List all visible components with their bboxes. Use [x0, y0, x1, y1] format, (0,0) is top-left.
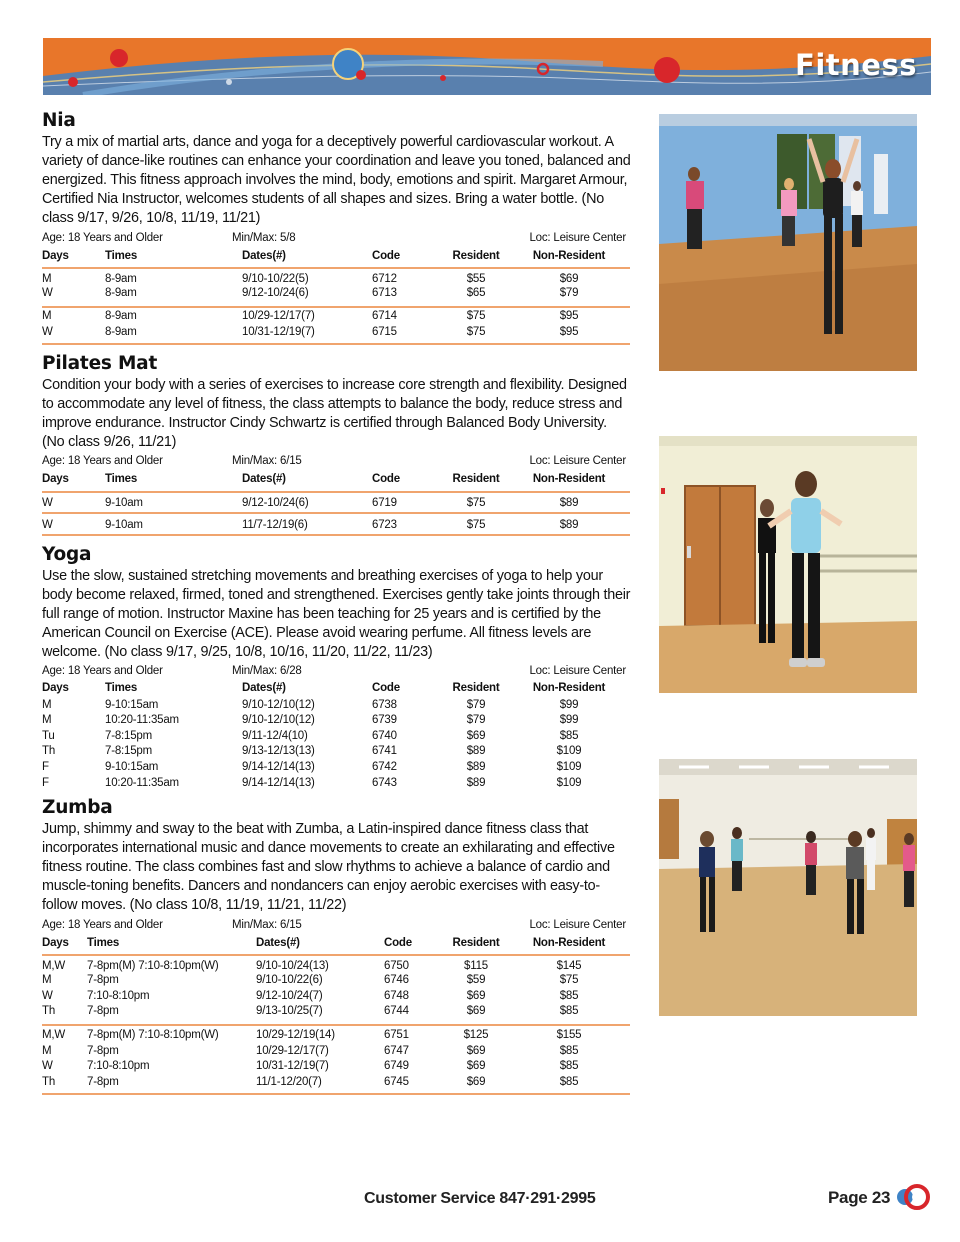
cell-days: M: [42, 1044, 52, 1057]
cell-days: M: [42, 974, 52, 987]
cell-resident: $69: [466, 1075, 486, 1088]
table-row: [42, 515, 630, 531]
table-row: [42, 493, 630, 509]
cell-nonresident: $69: [559, 273, 579, 285]
page-number: Page 23: [828, 1188, 891, 1207]
cell-resident: $125: [463, 1028, 489, 1041]
class-description: Condition your body with a series of exercises to increase core strength and flexibility. Designed to accommodate any level of fitness, the class attempts to balance the body, reduce stress and improve endurance. Instructor Cindy Schwartz is certified through Balanced Body University. (No class 9/26, 11/21): [42, 376, 627, 450]
divider: [42, 1024, 630, 1026]
cell-dates: 9/10-10/24(13): [256, 960, 329, 973]
cell-nonresident: $145: [556, 960, 582, 973]
cell-days: W: [42, 989, 53, 1002]
cell-resident: $75: [466, 518, 486, 531]
table-row: [42, 744, 630, 760]
table-row: [42, 1074, 630, 1090]
table-row: [42, 309, 630, 325]
col-times: Times: [105, 682, 138, 695]
zumba-class-photo: [659, 759, 917, 1016]
class-title: Yoga: [42, 543, 92, 565]
cell-resident: $75: [466, 310, 486, 323]
cell-times: 7:10-8:10pm: [87, 989, 150, 1002]
cell-code: 6712: [372, 273, 397, 285]
col-nonresident: Non-Resident: [532, 682, 606, 695]
table-row: [42, 1058, 630, 1074]
cell-resident: $75: [466, 325, 486, 338]
cell-times: 7-8pm(M) 7:10-8:10pm(W): [87, 960, 219, 973]
location: Loc: Leisure Center: [529, 231, 626, 244]
cell-nonresident: $109: [556, 760, 582, 773]
class-yoga: [42, 544, 632, 791]
cell-nonresident: $85: [559, 989, 579, 1002]
class-zumba: [42, 797, 632, 1095]
table-row: [42, 1004, 630, 1020]
schedule-table: [42, 680, 630, 791]
col-resident: Resident: [452, 682, 500, 695]
cell-nonresident: $99: [559, 714, 579, 727]
cell-nonresident: $99: [559, 698, 579, 711]
cell-days: Th: [42, 1075, 56, 1088]
col-dates: Dates(#): [242, 682, 286, 695]
schedule-table: [42, 933, 630, 1095]
cell-code: 6742: [372, 760, 397, 773]
cell-code: 6719: [372, 496, 397, 509]
cell-resident: $79: [466, 698, 486, 711]
table-row: [42, 1043, 630, 1059]
class-nia: [42, 110, 632, 346]
table-row: [42, 775, 630, 791]
cell-code: 6748: [384, 989, 409, 1002]
cell-times: 9-10am: [105, 496, 143, 509]
cell-resident: $89: [466, 745, 486, 758]
cell-nonresident: $85: [559, 1005, 579, 1018]
cell-dates: 10/31-12/19(7): [256, 1060, 329, 1073]
cell-dates: 9/10-10/22(6): [256, 974, 323, 987]
cell-days: F: [42, 760, 49, 773]
cell-code: 6745: [384, 1075, 409, 1088]
header-banner: [43, 38, 931, 95]
cell-resident: $69: [466, 1060, 486, 1073]
cell-nonresident: $85: [559, 729, 579, 742]
location: Loc: Leisure Center: [529, 455, 626, 468]
cell-code: 6741: [372, 745, 397, 758]
divider: [42, 306, 630, 308]
col-times: Times: [105, 473, 138, 486]
cell-dates: 9/11-12/4(10): [242, 729, 308, 742]
col-days: Days: [42, 682, 69, 695]
cell-nonresident: $75: [559, 974, 579, 987]
cell-code: 6738: [372, 698, 397, 711]
class-meta: [42, 663, 632, 680]
cell-dates: 9/13-10/25(7): [256, 1005, 323, 1018]
cell-times: 10:20-11:35am: [105, 776, 179, 789]
col-days: Days: [42, 249, 69, 262]
cell-nonresident: $89: [559, 496, 579, 509]
col-resident: Resident: [452, 249, 500, 262]
cell-dates: 9/10-12/10(12): [242, 698, 315, 711]
table-row: [42, 956, 630, 972]
col-resident: Resident: [452, 936, 500, 949]
cell-dates: 10/29-12/17(7): [242, 310, 315, 323]
table-row: [42, 697, 630, 713]
cell-nonresident: $155: [556, 1028, 582, 1041]
age-requirement: Age: 18 Years and Older: [42, 918, 163, 931]
cell-nonresident: $89: [559, 518, 579, 531]
table-row: [42, 759, 630, 775]
cell-code: 6750: [384, 960, 409, 973]
cell-days: W: [42, 325, 53, 338]
district-logo-icon: [893, 1183, 933, 1213]
table-header-row: [42, 470, 630, 491]
cell-nonresident: $85: [559, 1060, 579, 1073]
cell-days: F: [42, 776, 49, 789]
col-nonresident: Non-Resident: [532, 473, 606, 486]
min-max: Min/Max: 6/15: [232, 455, 302, 468]
cell-dates: 9/10-10/22(5): [242, 273, 309, 285]
cell-code: 6713: [372, 286, 397, 299]
cell-dates: 9/14-12/14(13): [242, 760, 315, 773]
cell-resident: $69: [466, 1005, 486, 1018]
cell-nonresident: $85: [559, 1044, 579, 1057]
customer-service-phone: Customer Service 847·291·2995: [364, 1190, 596, 1207]
col-dates: Dates(#): [242, 249, 286, 262]
table-row: [42, 324, 630, 340]
age-requirement: Age: 18 Years and Older: [42, 231, 163, 244]
cell-dates: 9/12-10/24(7): [256, 989, 323, 1002]
min-max: Min/Max: 6/15: [232, 918, 302, 931]
cell-dates: 9/13-12/13(13): [242, 745, 315, 758]
col-times: Times: [105, 249, 138, 262]
col-resident: Resident: [452, 473, 500, 486]
cell-nonresident: $109: [556, 745, 582, 758]
cell-days: M: [42, 714, 52, 727]
cell-times: 9-10:15am: [105, 698, 159, 711]
cell-code: 6744: [384, 1005, 409, 1018]
table-row: [42, 972, 630, 988]
pilates-class-photo: [659, 436, 917, 693]
cell-times: 8-9am: [105, 286, 137, 299]
cell-days: M: [42, 273, 52, 285]
col-nonresident: Non-Resident: [532, 936, 606, 949]
table-row: [42, 1027, 630, 1043]
cell-resident: $75: [466, 496, 486, 509]
cell-dates: 10/29-12/19(14): [256, 1028, 335, 1041]
divider: [42, 534, 630, 536]
cell-code: 6723: [372, 518, 397, 531]
cell-dates: 9/12-10/24(6): [242, 286, 309, 299]
table-header-row: [42, 680, 630, 697]
col-code: Code: [372, 249, 400, 262]
cell-resident: $69: [466, 729, 486, 742]
cell-resident: $69: [466, 989, 486, 1002]
cell-code: 6715: [372, 325, 397, 338]
class-title: Nia: [42, 110, 76, 131]
class-title: Pilates Mat: [42, 352, 158, 374]
cell-days: M,W: [42, 960, 66, 973]
divider: [42, 343, 630, 345]
section-title: Fitness: [795, 48, 917, 82]
cell-code: 6743: [372, 776, 397, 789]
cell-nonresident: $95: [559, 310, 579, 323]
col-nonresident: Non-Resident: [532, 249, 606, 262]
col-dates: Dates(#): [256, 936, 300, 949]
cell-dates: 9/10-12/10(12): [242, 714, 315, 727]
col-dates: Dates(#): [242, 473, 286, 486]
cell-resident: $55: [466, 273, 486, 285]
cell-days: Th: [42, 745, 56, 758]
table-row: [42, 728, 630, 744]
table-header-row: [42, 933, 630, 954]
cell-times: 9-10:15am: [105, 760, 159, 773]
col-days: Days: [42, 473, 69, 486]
divider: [42, 512, 630, 514]
cell-code: 6740: [372, 729, 397, 742]
cell-code: 6746: [384, 974, 409, 987]
cell-code: 6747: [384, 1044, 409, 1057]
cell-times: 7-8pm(M) 7:10-8:10pm(W): [87, 1028, 219, 1041]
cell-days: M: [42, 698, 52, 711]
cell-times: 7-8pm: [87, 1005, 119, 1018]
cell-times: 8-9am: [105, 273, 137, 285]
col-code: Code: [384, 936, 412, 949]
cell-times: 7-8pm: [87, 974, 119, 987]
class-description: Jump, shimmy and sway to the beat with Zumba, a Latin-inspired dance fitness class that incorporates international music and dance movements to create an exhilarating and effective fitness routine. The class combines fast and slow rhythms to achieve a balance of cardio and muscle-toning benefits. Dancers and nondancers can enjoy aerobic exercises with easy-to-follow moves. (No class 10/8, 11/19, 11/21, 11/22): [42, 821, 615, 914]
schedule-table: [42, 246, 630, 346]
schedule-table: [42, 470, 630, 537]
cell-days: W: [42, 496, 53, 509]
nia-class-photo: [659, 114, 917, 371]
cell-times: 8-9am: [105, 325, 137, 338]
cell-times: 10:20-11:35am: [105, 714, 179, 727]
cell-nonresident: $109: [556, 776, 582, 789]
location: Loc: Leisure Center: [529, 665, 626, 678]
location: Loc: Leisure Center: [529, 918, 626, 931]
table-row: [42, 269, 630, 285]
col-code: Code: [372, 682, 400, 695]
cell-resident: $89: [466, 776, 486, 789]
cell-resident: $65: [466, 286, 486, 299]
cell-days: M,W: [42, 1028, 66, 1041]
class-pilates-mat: [42, 353, 632, 537]
class-meta: [42, 916, 632, 933]
cell-dates: 9/12-10/24(6): [242, 496, 309, 509]
cell-dates: 11/7-12/19(6): [242, 518, 308, 531]
cell-days: W: [42, 1060, 53, 1073]
cell-times: 7-8pm: [87, 1044, 119, 1057]
min-max: Min/Max: 6/28: [232, 665, 302, 678]
cell-dates: 10/31-12/19(7): [242, 325, 315, 338]
class-meta: [42, 229, 632, 246]
col-code: Code: [372, 473, 400, 486]
cell-code: 6751: [384, 1028, 409, 1041]
cell-dates: 11/1-12/20(7): [256, 1075, 322, 1088]
cell-resident: $115: [464, 960, 488, 973]
cell-times: 7:10-8:10pm: [87, 1060, 150, 1073]
min-max: Min/Max: 5/8: [232, 231, 296, 244]
class-description: Use the slow, sustained stretching movements and breathing exercises of yoga to help your body become relaxed, firmed, toned and strengthened. Exercises gently take joints through their full range of motion. Instructor Maxine has been teaching for 25 years and is certified by the American Council on Exercise (ACE). Please avoid wearing perfume. All fitness levels are welcome. (No class 9/17, 9/25, 10/8, 10/16, 11/20, 11/22, 11/23): [42, 567, 631, 660]
cell-days: W: [42, 286, 53, 299]
cell-days: M: [42, 310, 52, 323]
cell-dates: 10/29-12/17(7): [256, 1044, 329, 1057]
cell-times: 7-8:15pm: [105, 745, 152, 758]
class-listings: [42, 110, 632, 1096]
age-requirement: Age: 18 Years and Older: [42, 455, 163, 468]
cell-days: Tu: [42, 729, 55, 742]
cell-nonresident: $95: [559, 325, 579, 338]
col-days: Days: [42, 936, 69, 949]
cell-times: 9-10am: [105, 518, 143, 531]
cell-resident: $59: [466, 974, 486, 987]
class-description: Try a mix of martial arts, dance and yoga for a deceptively powerful cardiovascular workout. A variety of dance-like routines can enhance your coordination and leave you toned, balanced and energized. This fitness approach involves the mind, body, emotions and spirit. Margaret Armour, Certified Nia Instructor, welcomes students of all shapes and sizes. Bring a water bottle. (No class 9/17, 9/26, 10/8, 11/19, 11/21): [42, 134, 631, 226]
cell-resident: $69: [466, 1044, 486, 1057]
cell-nonresident: $85: [559, 1075, 579, 1088]
class-title: Zumba: [42, 797, 113, 819]
cell-dates: 9/14-12/14(13): [242, 776, 315, 789]
cell-days: Th: [42, 1005, 56, 1018]
age-requirement: Age: 18 Years and Older: [42, 665, 163, 678]
table-row: [42, 285, 630, 301]
cell-resident: $79: [466, 714, 486, 727]
cell-nonresident: $79: [559, 286, 579, 299]
cell-code: 6714: [372, 310, 397, 323]
cell-times: 7-8pm: [87, 1075, 119, 1088]
cell-code: 6739: [372, 714, 397, 727]
divider: [42, 1093, 630, 1095]
cell-resident: $89: [466, 760, 486, 773]
table-row: [42, 988, 630, 1004]
class-meta: [42, 453, 632, 470]
cell-code: 6749: [384, 1060, 409, 1073]
col-times: Times: [87, 936, 120, 949]
cell-times: 7-8:15pm: [105, 729, 152, 742]
cell-times: 8-9am: [105, 310, 137, 323]
table-row: [42, 712, 630, 728]
cell-days: W: [42, 518, 53, 531]
table-header-row: [42, 246, 630, 267]
